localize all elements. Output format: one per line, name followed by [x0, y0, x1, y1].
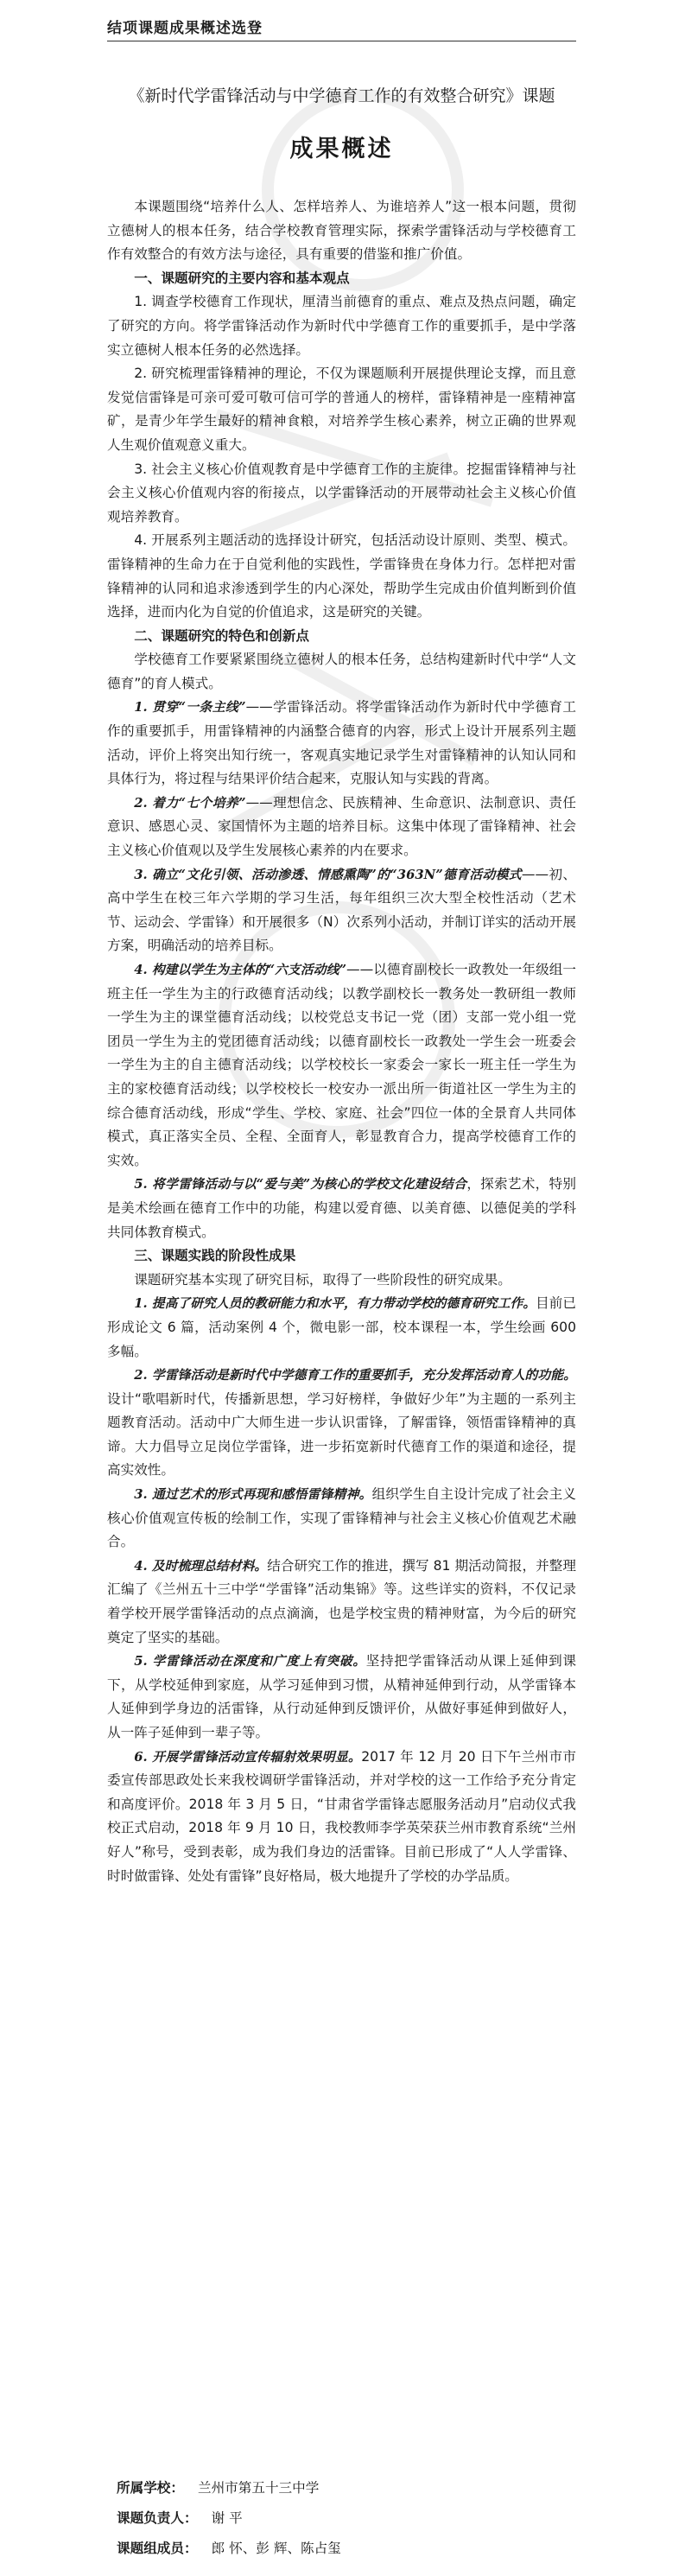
body-paragraph [107, 1364, 576, 1483]
body-paragraph [107, 1650, 576, 1745]
body-paragraph: 4. 开展系列主题活动的选择设计研究，包括活动设计原则、类型、模式。雷锋精神的生命力在于自觉利他的实践性，学雷锋贵在身体力行。怎样把对雷锋精神的认同和追求渗透到学生的内心深处，帮助学生完成由价值判断到价值选择，进而内化为自觉的价值追求，这是研究的关键。 [107, 532, 576, 620]
school-value: 兰州市第五十三中学 [197, 2480, 320, 2496]
body-paragraph [107, 1483, 576, 1555]
body-paragraph: 3. 社会主义核心价值观教育是中学德育工作的主旋律。挖掘雷锋精神与社会主义核心价值观内容的衔接点，以学雷锋活动的开展带动社会主义核心价值观培养教育。 [107, 461, 576, 525]
section-intro: 学校德育工作要紧紧围绕立德树人的根本任务，总结构建新时代中学“人文德育”的育人模式。 [107, 652, 576, 691]
section-heading: 二、课题研究的特色和创新点 [134, 627, 309, 644]
item-lead: 3. 通过艺术的形式再现和感悟雷锋精神。 [134, 1487, 372, 1503]
item-lead: 2. 着力“七个培养” [134, 795, 246, 811]
body-paragraph [107, 863, 576, 958]
body-paragraph [107, 1292, 576, 1364]
item-text: 目前已形成论文 6 篇，活动案例 4 个，微电影一部，校本课程一本，学生绘画 600 多幅。 [107, 1295, 576, 1359]
item-lead: 4. 构建以学生为主体的“六支活动线” [134, 963, 346, 977]
body-paragraph [107, 1746, 576, 1889]
body-paragraph [107, 792, 576, 863]
item-text: ——初、高中学生在校三年六学期的学习生活，每年组织三次大型全校性活动（艺术节、运动会、学雷锋）和开展很多（N）次系列小活动，并制订详实的活动开展方案，明确活动的培养目标。 [107, 866, 576, 954]
school-row [107, 2473, 576, 2503]
document-body [107, 195, 576, 1888]
body-paragraph [107, 696, 576, 791]
item-lead: 6. 开展学雷锋活动宣传辐射效果明显。 [134, 1749, 362, 1765]
item-lead: 1. 贯穿“一条主线” [134, 700, 246, 716]
item-text: 设计“歌唱新时代，传播新思想，学习好榜样，争做好少年”为主题的一系列主题教育活动。活动中广大师生进一步认识雷锋，了解雷锋，领悟雷锋精神的真谛。大力倡导立足岗位学雷锋，进一步拓宽新时代德育工作的渠道和途径，提高实效性。 [107, 1390, 576, 1479]
project-info [107, 2473, 576, 2564]
body-paragraph: 1. 调查学校德育工作现状，厘清当前德育的重点、难点及热点问题，确定了研究的方向。将学雷锋活动作为新时代中学德育工作的重要抓手，是中学落实立德树人根本任务的必然选择。 [107, 294, 576, 358]
item-text: 结合研究工作的推进，撰写 81 期活动简报，并整理汇编了《兰州五十三中学“学雷锋”活动集锦》等。这些详实的资料，不仅记录着学校开展学雷锋活动的点点滴滴，也是学校宝贵的精神财富，为今后的研究奠定了坚实的基础。 [107, 1557, 576, 1645]
item-text: 组织学生自主设计完成了社会主义核心价值观宣传板的绘制工作，实现了雷锋精神与社会主义核心价值观艺术融合。 [107, 1486, 576, 1550]
body-paragraph: 2. 研究梳理雷锋精神的理论，不仅为课题顺利开展提供理论支撑，而且意发觉信雷锋是可亲可爱可敬可信可学的普通人的榜样，雷锋精神是一座精神富矿，是青少年学生最好的精神食粮，对培养学生核心素养，树立正确的世界观人生观价值观意义重大。 [107, 366, 576, 453]
item-lead: 2. 学雷锋活动是新时代中学德育工作的重要抓手，充分发挥活动育人的功能。 [134, 1368, 576, 1383]
item-text: ——以德育副校长一政教处一年级组一班主任一学生为主的行政德育活动线；以教学副校长一教务处一教研组一教师一学生为主的课堂德育活动线；以校党总支书记一党（团）支部一党小组一党团员一学生为主的党团德育活动线；以德育副校长一政教处一学生会一班委会一学生为主的自主德育活动线；以学校校长一家委会一家长一班主任一学生为主的家校德育活动线；以学校校长一校安办一派出所一街道社区一学生为主的综合德育活动线，形成“学生、学校、家庭、社会”四位一体的全景育人共同体模式，真正落实全员、全程、全面育人，彰显教育合力，提高学校德育工作的实效。 [107, 962, 576, 1168]
members-row [107, 2534, 576, 2564]
item-text: ——学雷锋活动。将学雷锋活动作为新时代中学德育工作的重要抓手，用雷锋精神的内涵整合德育的内容，形式上设计开展系列主题活动，评价上将突出知行统一，客观真实地记录学生对雷锋精神的认知认同和具体行为，将过程与结果评价结合起来，克服认知与实践的背离。 [107, 699, 576, 787]
item-lead: 1. 提高了研究人员的教研能力和水平，有力带动学校的德育研究工作。 [134, 1296, 536, 1312]
item-text: ，探索艺术，特别是美术绘画在德育工作中的功能，构建以爱育德、以美育德、以德促美的学科共同体教育模式。 [107, 1176, 576, 1240]
item-lead: 4. 及时梳理总结材料。 [134, 1558, 268, 1574]
item-text: ——理想信念、民族精神、生命意识、法制意识、责任意识、感恩心灵、家国情怀为主题的培养目标。这集中体现了雷锋精神、社会主义核心价值观以及学生发展核心素养的内在要求。 [107, 794, 576, 859]
item-text: 2017 年 12 月 20 日下午兰州市市委宣传部思政处长来我校调研学雷锋活动，并对学校的这一工作给予充分肯定和高度评价。2018 年 3 月 5 日，“甘肃省学雷锋志愿服务活动月”启动仪式我校正式启动，2018 年 9 月 10 日，我校教师李学英荣获兰州市教育系统“兰州好人”称号，受到表彰，成为我们身边的活雷锋。目前已形成了“人人学雷锋、时时做雷锋、处处有雷锋”良好格局，极大地提升了学校的办学品质。 [107, 1748, 576, 1884]
banner-label: 结项课题成果概述选登 [107, 20, 263, 37]
top-banner [107, 16, 576, 41]
document-title: 《新时代学雷锋活动与中学德育工作的有效整合研究》课题 [128, 86, 555, 105]
item-lead: 5. 将学雷锋活动与以“爱与美”为核心的学校文化建设结合 [134, 1177, 467, 1193]
body-paragraph [107, 1173, 576, 1244]
leader-value: 谢 平 [211, 2510, 243, 2526]
section-heading: 三、课题实践的阶段性成果 [134, 1248, 296, 1264]
intro-paragraph: 本课题围绕“培养什么人、怎样培养人、为谁培养人”这一根本问题，贯彻立德树人的根本任务，结合学校教育管理实际，探索学雷锋活动与学校德育工作有效整合的有效方法与途径，具有重要的借鉴和推广价值。 [107, 199, 576, 263]
item-lead: 3. 确立“文化引领、活动渗透、情感熏陶”的“363N”德育活动模式 [134, 867, 522, 882]
section-intro: 课题研究基本实现了研究目标，取得了一些阶段性的研究成果。 [134, 1271, 511, 1288]
body-paragraph [107, 958, 576, 1173]
leader-row [107, 2503, 576, 2534]
document-subtitle: 成果概述 [289, 136, 394, 162]
members-label: 课题组成员： [117, 2541, 198, 2556]
body-paragraph [107, 1555, 576, 1650]
school-label: 所属学校： [117, 2480, 184, 2496]
leader-label: 课题负责人： [117, 2510, 198, 2526]
section-heading: 一、课题研究的主要内容和基本观点 [134, 270, 350, 286]
members-value: 郎 怀、彭 辉、陈占玺 [211, 2541, 341, 2556]
item-text: 坚持把学雷锋活动从课上延伸到课下，从学校延伸到家庭，从学习延伸到习惯，从精神延伸到行动，从学雷锋本人延伸到学身边的活雷锋，从行动延伸到反馈评价，从做好事延伸到做好人，从一阵子延伸到一辈子等。 [107, 1653, 576, 1740]
item-lead: 5. 学雷锋活动在深度和广度上有突破。 [134, 1654, 366, 1670]
